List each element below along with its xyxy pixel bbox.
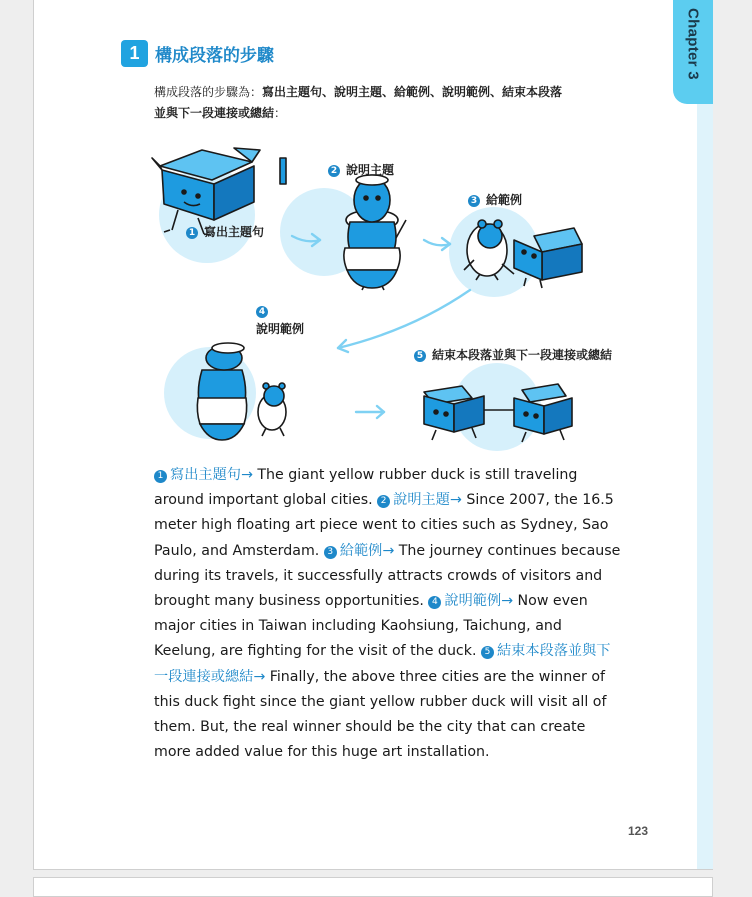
book-page xyxy=(33,0,713,870)
section-title: 構成段落的步驟 xyxy=(155,46,274,66)
duck-and-cat-explaining xyxy=(197,343,286,440)
section-number-badge: 1 xyxy=(121,40,148,67)
chapter-tab-label: Chapter 3 xyxy=(684,8,702,80)
paragraph-steps-diagram xyxy=(142,140,622,460)
diagram-illustration xyxy=(142,140,622,460)
diagram-step-3: 3 給範例 xyxy=(468,191,522,208)
diagram-step-1: 1 寫出主題句 xyxy=(186,223,264,240)
page-number: 123 xyxy=(628,824,649,838)
step-5-text: Finally, the above three cities are the winner of this duck fight since the giant yellow rubber duck will visit all of them. But, the real winner should be the city that can create more added value for this huge art installation. xyxy=(154,668,607,761)
intro-paragraph xyxy=(154,82,624,124)
diagram-step-2: 2 說明主題 xyxy=(328,161,394,178)
step-5-marker: 5 結束本段落並與下一段連接或總結→ xyxy=(154,643,611,685)
intro-end: ： xyxy=(274,106,287,120)
intro-lead: 構成段落的步驟為： xyxy=(154,85,263,99)
step-4-marker: 4 說明範例→ xyxy=(428,593,513,609)
chapter-tab xyxy=(673,0,713,104)
example-paragraph xyxy=(154,463,624,765)
step-4-text: Now even major cities in Taiwan including Kaohsiung, Taichung, and Keelung, are fighting for the visit of the duck. xyxy=(154,593,588,660)
diagram-step-5: 5 結束本段落並與下一段連接或總結 xyxy=(414,346,612,363)
step-2-marker: 2 說明主題→ xyxy=(377,492,462,508)
step-2-text: Since 2007, the 16.5 meter high floating art piece went to cities such as Sydney, Sao Paulo, and Amsterdam. xyxy=(154,492,614,559)
side-strip xyxy=(697,0,713,869)
step-1-marker: 1 寫出主題句→ xyxy=(154,467,253,483)
step-1-text: The giant yellow rubber duck is still traveling around important global cities. xyxy=(154,467,578,509)
intro-steps-cont: 並與下一段連接或總結 xyxy=(154,106,275,120)
next-page-edge xyxy=(33,877,713,897)
step-3-marker: 3 給範例→ xyxy=(324,543,394,559)
diagram-step-4: 4 說明範例 xyxy=(256,307,305,336)
intro-steps: 寫出主題句、說明主題、給範例、說明範例、結束本段落 xyxy=(262,85,563,99)
mascot-duck-speaking xyxy=(344,175,406,290)
step-3-text: The journey continues because during its travels, it successfully attracts crowds of visitors and brought many business opportunities. xyxy=(154,542,621,610)
